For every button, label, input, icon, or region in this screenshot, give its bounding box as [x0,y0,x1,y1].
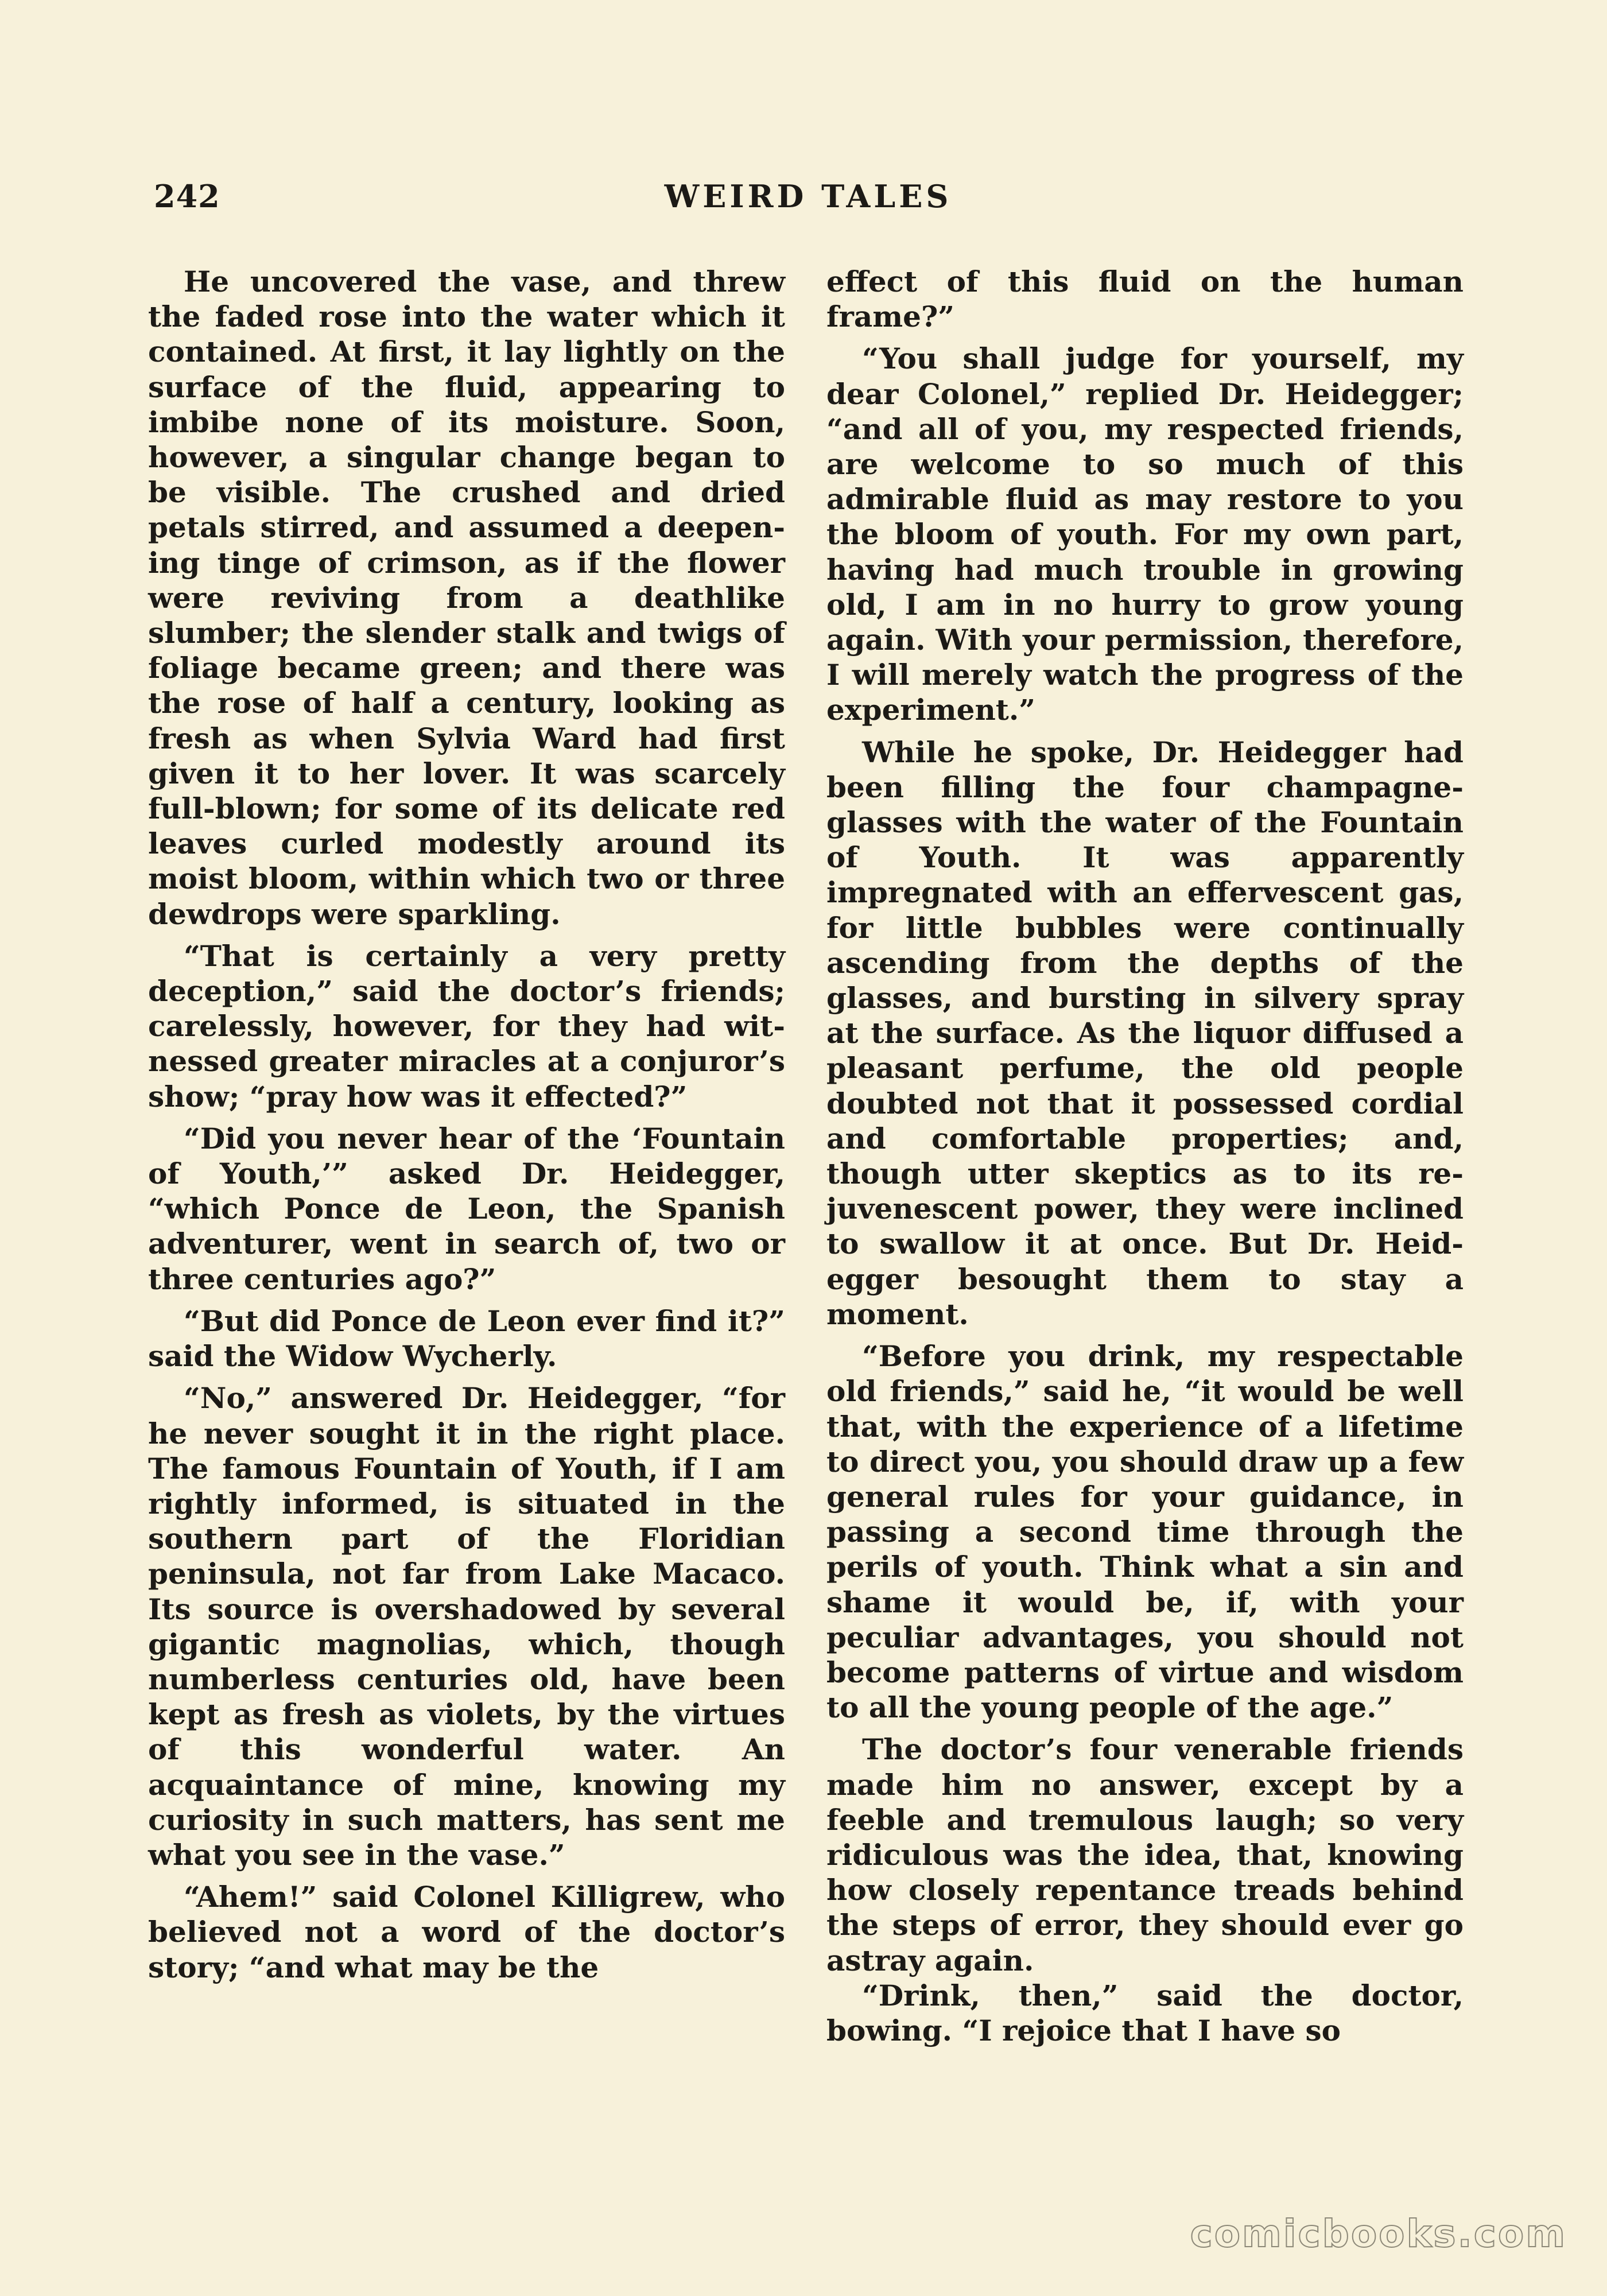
paragraph: “Before you drink, my respectable old friends,” said he, “it would be well that, with the experience of a lifetime to direct you, you should draw up a few general rules for your guidance, in passing a second time through the perils of youth. Think what a sin and shame it would be, if, with your peculiar advantages, you should not become patterns of virtue and wisdom to all the young people of the age.” [826,1339,1464,1725]
paragraph: “You shall judge for yourself, my dear Colonel,” replied Dr. Heidegger; “and all of you, my respected friends, are welcome to so much of this admirable fluid as may restore to you the bloom of youth. For my own part, having had much trouble in growing old, I am in no hurry to grow young again. With your permission, therefore, I will merely watch the progress of the experiment.” [826,342,1464,727]
right-column [826,264,1464,2048]
paragraph: “That is certainly a very pretty deception,” said the doctor’s friends; carelessly, however, for they had witnessed greater miracles at a conjuror’s show; “pray how was it effected?” [148,938,785,1114]
page-number: 242 [154,178,220,215]
left-column [148,264,785,1985]
paragraph: “Drink, then,” said the doctor, bowing. “I rejoice that I have so [826,1978,1464,2047]
paragraph: The doctor’s four venerable friends made him no answer, except by a feeble and tremulous laugh; so very ridiculous was the idea, that, knowing how closely repentance treads behind the steps of error, they should ever go astray again. [826,1732,1464,1977]
paragraph: “No,” answered Dr. Heidegger, “for he never sought it in the right place. The famous Fountain of Youth, if I am rightly informed, is situated in the southern part of the Floridian peninsula, not far from Lake Macaco. Its source is overshadowed by several gigantic magnolias, which, though numberless centuries old, have been kept as fresh as violets, by the virtues of this wonderful water. An acquaintance of mine, knowing my curiosity in such matters, has sent me what you see in the vase.” [148,1381,785,1872]
paragraph: While he spoke, Dr. Heidegger had been filling the four champagne-glasses with the water of the Fountain of Youth. It was apparently impregnated with an effervescent gas, for little bubbles were continually ascending from the depths of the glasses, and bursting in silvery spray at the surface. As the liquor diffused a pleasant perfume, the old people doubted not that it possessed cordial and comfortable properties; and, though utter skeptics as to its rejuvenescent power, they were inclined to swallow it at once. But Dr. Heidegger besought them to stay a moment. [826,735,1464,1331]
paragraph: “But did Ponce de Leon ever find it?” said the Widow Wycherly. [148,1304,785,1374]
paragraph: “Did you never hear of the ‘Fountain of Youth,’” asked Dr. Heidegger, “which Ponce de Leon, the Spanish adventurer, went in search of, two or three centuries ago?” [148,1121,785,1296]
paragraph: He uncovered the vase, and threw the faded rose into the water which it contained. At first, it lay lightly on the surface of the fluid, appearing to imbibe none of its moisture. Soon, however, a singular change began to be visible. The crushed and dried petals stirred, and assumed a deepening tinge of crimson, as if the flower were reviving from a deathlike slumber; the slender stalk and twigs of foliage became green; and there was the rose of half a century, looking as fresh as when Sylvia Ward had first given it to her lover. It was scarcely full-blown; for some of its delicate red leaves curled modestly around its moist bloom, within which two or three dewdrops were sparkling. [148,265,785,931]
running-title: WEIRD TALES [664,178,952,215]
page-header [154,178,1462,224]
watermark: comicbooks.com [1190,2212,1567,2256]
paragraph: “Ahem!” said Colonel Killigrew, who believed not a word of the doctor’s story; “and what may be the [148,1880,785,1984]
paragraph: effect of this fluid on the human frame?” [826,265,1464,334]
